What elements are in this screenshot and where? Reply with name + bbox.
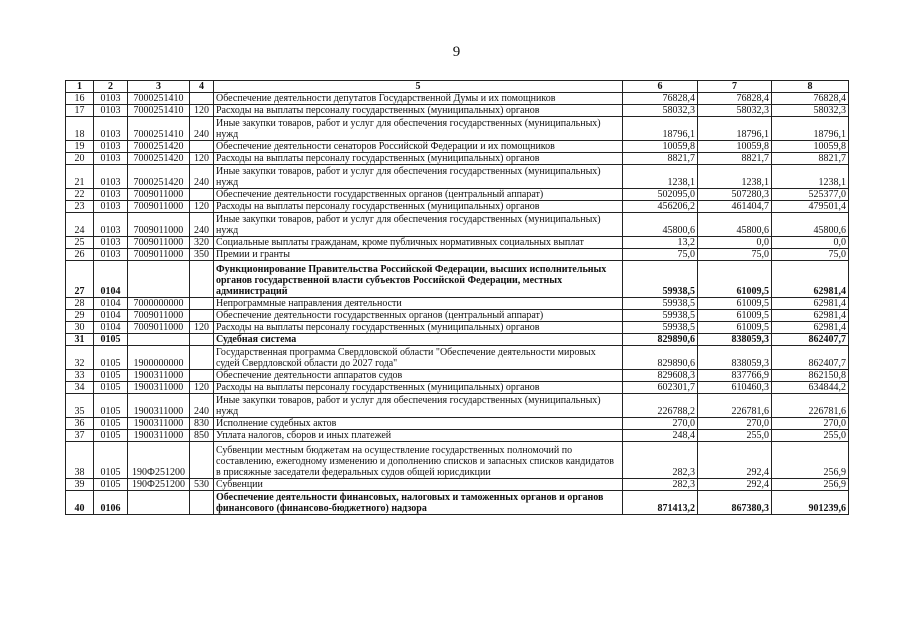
row-number-cell: 40 (66, 491, 94, 515)
row-number-cell: 31 (66, 334, 94, 346)
target-article-cell: 190Ф251200 (128, 442, 190, 479)
amount-col8-cell: 18796,1 (772, 117, 849, 141)
amount-col6-cell: 226788,2 (623, 394, 698, 418)
amount-col7-cell: 270,0 (698, 418, 772, 430)
amount-col7-cell: 255,0 (698, 430, 772, 442)
item-name-cell: Обеспечение деятельности государственных органов (центральный аппарат) (214, 310, 623, 322)
target-article-cell: 7000251420 (128, 165, 190, 189)
item-name-cell: Иные закупки товаров, работ и услуг для обеспечения государственных (муниципальных) нужд (214, 213, 623, 237)
section-code-cell: 0104 (94, 298, 128, 310)
row-number-cell: 26 (66, 249, 94, 261)
expense-type-cell (190, 346, 214, 370)
amount-col8-cell: 256,9 (772, 442, 849, 479)
expense-type-cell: 120 (190, 105, 214, 117)
item-name-cell: Обеспечение деятельности аппаратов судов (214, 370, 623, 382)
table-row (66, 189, 849, 201)
expense-type-cell (190, 298, 214, 310)
table-header (66, 81, 849, 93)
row-number-cell: 28 (66, 298, 94, 310)
section-code-cell: 0103 (94, 165, 128, 189)
section-code-cell: 0103 (94, 237, 128, 249)
amount-col6-cell: 59938,5 (623, 298, 698, 310)
header-col-5: 5 (214, 81, 623, 93)
expense-type-cell: 120 (190, 201, 214, 213)
row-number-cell: 23 (66, 201, 94, 213)
amount-col6-cell: 829890,6 (623, 334, 698, 346)
target-article-cell: 7009011000 (128, 237, 190, 249)
expense-type-cell (190, 93, 214, 105)
row-number-cell: 20 (66, 153, 94, 165)
target-article-cell: 1900311000 (128, 418, 190, 430)
row-number-cell: 30 (66, 322, 94, 334)
amount-col8-cell: 45800,6 (772, 213, 849, 237)
expense-type-cell: 120 (190, 322, 214, 334)
expense-type-cell: 830 (190, 418, 214, 430)
header-col-4: 4 (190, 81, 214, 93)
amount-col6-cell: 270,0 (623, 418, 698, 430)
target-article-cell: 190Ф251200 (128, 479, 190, 491)
row-number-cell: 17 (66, 105, 94, 117)
amount-col6-cell: 282,3 (623, 479, 698, 491)
amount-col8-cell: 75,0 (772, 249, 849, 261)
header-col-2: 2 (94, 81, 128, 93)
row-number-cell: 22 (66, 189, 94, 201)
amount-col8-cell: 634844,2 (772, 382, 849, 394)
table-body (66, 93, 849, 515)
item-name-cell: Расходы на выплаты персоналу государственных (муниципальных) органов (214, 201, 623, 213)
amount-col8-cell: 62981,4 (772, 298, 849, 310)
target-article-cell: 1900311000 (128, 370, 190, 382)
target-article-cell (128, 261, 190, 298)
page-number: 9 (452, 44, 461, 60)
item-name-cell: Уплата налогов, сборов и иных платежей (214, 430, 623, 442)
amount-col6-cell: 1238,1 (623, 165, 698, 189)
expense-type-cell (190, 310, 214, 322)
expense-type-cell: 120 (190, 153, 214, 165)
target-article-cell: 1900311000 (128, 394, 190, 418)
expense-type-cell: 240 (190, 165, 214, 189)
amount-col6-cell: 45800,6 (623, 213, 698, 237)
target-article-cell: 7009011000 (128, 201, 190, 213)
section-code-cell: 0103 (94, 117, 128, 141)
expense-type-cell (190, 141, 214, 153)
item-name-cell: Социальные выплаты гражданам, кроме публичных нормативных социальных выплат (214, 237, 623, 249)
row-number-cell: 39 (66, 479, 94, 491)
table-row (66, 298, 849, 310)
target-article-cell: 7000000000 (128, 298, 190, 310)
section-code-cell: 0103 (94, 105, 128, 117)
amount-col8-cell: 226781,6 (772, 394, 849, 418)
table-row (66, 93, 849, 105)
table-row (66, 261, 849, 298)
target-article-cell: 7009011000 (128, 213, 190, 237)
target-article-cell: 1900311000 (128, 382, 190, 394)
amount-col6-cell: 871413,2 (623, 491, 698, 515)
expense-type-cell (190, 370, 214, 382)
target-article-cell: 7000251410 (128, 117, 190, 141)
amount-col7-cell: 10059,8 (698, 141, 772, 153)
amount-col8-cell: 862407,7 (772, 346, 849, 370)
amount-col8-cell: 62981,4 (772, 261, 849, 298)
amount-col6-cell: 59938,5 (623, 322, 698, 334)
amount-col8-cell: 0,0 (772, 237, 849, 249)
budget-table (65, 80, 849, 515)
amount-col7-cell: 76828,4 (698, 93, 772, 105)
section-code-cell: 0106 (94, 491, 128, 515)
target-article-cell: 1900311000 (128, 430, 190, 442)
section-code-cell: 0103 (94, 189, 128, 201)
row-number-cell: 19 (66, 141, 94, 153)
target-article-cell (128, 491, 190, 515)
table-row (66, 370, 849, 382)
table-row (66, 346, 849, 370)
section-code-cell: 0103 (94, 213, 128, 237)
row-number-cell: 24 (66, 213, 94, 237)
section-code-cell: 0103 (94, 153, 128, 165)
amount-col7-cell: 61009,5 (698, 310, 772, 322)
amount-col7-cell: 61009,5 (698, 322, 772, 334)
amount-col8-cell: 62981,4 (772, 322, 849, 334)
amount-col6-cell: 18796,1 (623, 117, 698, 141)
amount-col8-cell: 58032,3 (772, 105, 849, 117)
amount-col7-cell: 0,0 (698, 237, 772, 249)
amount-col7-cell: 8821,7 (698, 153, 772, 165)
item-name-cell: Государственная программа Свердловской области "Обеспечение деятельности мировых судей Свердловской области до 2027 года" (214, 346, 623, 370)
target-article-cell: 7000251410 (128, 93, 190, 105)
amount-col7-cell: 61009,5 (698, 298, 772, 310)
section-code-cell: 0103 (94, 141, 128, 153)
target-article-cell: 7009011000 (128, 322, 190, 334)
amount-col8-cell: 76828,4 (772, 93, 849, 105)
amount-col6-cell: 829608,3 (623, 370, 698, 382)
amount-col7-cell: 838059,3 (698, 346, 772, 370)
item-name-cell: Судебная система (214, 334, 623, 346)
item-name-cell: Расходы на выплаты персоналу государственных (муниципальных) органов (214, 153, 623, 165)
item-name-cell: Исполнение судебных актов (214, 418, 623, 430)
row-number-cell: 16 (66, 93, 94, 105)
item-name-cell: Иные закупки товаров, работ и услуг для обеспечения государственных (муниципальных) нужд (214, 117, 623, 141)
section-code-cell: 0103 (94, 249, 128, 261)
amount-col6-cell: 456206,2 (623, 201, 698, 213)
section-code-cell: 0104 (94, 322, 128, 334)
header-col-8: 8 (772, 81, 849, 93)
section-code-cell: 0105 (94, 382, 128, 394)
amount-col8-cell: 525377,0 (772, 189, 849, 201)
section-code-cell: 0105 (94, 430, 128, 442)
expense-type-cell (190, 261, 214, 298)
amount-col6-cell: 10059,8 (623, 141, 698, 153)
amount-col6-cell: 59938,5 (623, 261, 698, 298)
table-row (66, 310, 849, 322)
section-code-cell: 0105 (94, 334, 128, 346)
row-number-cell: 34 (66, 382, 94, 394)
amount-col7-cell: 610460,3 (698, 382, 772, 394)
item-name-cell: Обеспечение деятельности финансовых, налоговых и таможенных органов и органов финансового (финансово-бюджетного) надзора (214, 491, 623, 515)
amount-col6-cell: 248,4 (623, 430, 698, 442)
amount-col7-cell: 58032,3 (698, 105, 772, 117)
table-row (66, 394, 849, 418)
amount-col7-cell: 45800,6 (698, 213, 772, 237)
table-row (66, 442, 849, 479)
item-name-cell: Иные закупки товаров, работ и услуг для обеспечения государственных (муниципальных) нужд (214, 394, 623, 418)
amount-col8-cell: 479501,4 (772, 201, 849, 213)
amount-col8-cell: 8821,7 (772, 153, 849, 165)
expense-type-cell (190, 491, 214, 515)
table-row (66, 491, 849, 515)
target-article-cell (128, 334, 190, 346)
amount-col8-cell: 255,0 (772, 430, 849, 442)
target-article-cell: 7000251420 (128, 153, 190, 165)
expense-type-cell: 120 (190, 382, 214, 394)
section-code-cell: 0103 (94, 93, 128, 105)
amount-col6-cell: 282,3 (623, 442, 698, 479)
target-article-cell: 7000251410 (128, 105, 190, 117)
amount-col7-cell: 226781,6 (698, 394, 772, 418)
amount-col7-cell: 292,4 (698, 442, 772, 479)
expense-type-cell (190, 442, 214, 479)
amount-col7-cell: 61009,5 (698, 261, 772, 298)
target-article-cell: 7009011000 (128, 189, 190, 201)
section-code-cell: 0105 (94, 370, 128, 382)
section-code-cell: 0104 (94, 310, 128, 322)
amount-col7-cell: 292,4 (698, 479, 772, 491)
header-col-7: 7 (698, 81, 772, 93)
amount-col7-cell: 507280,3 (698, 189, 772, 201)
amount-col7-cell: 75,0 (698, 249, 772, 261)
amount-col7-cell: 867380,3 (698, 491, 772, 515)
item-name-cell: Непрограммные направления деятельности (214, 298, 623, 310)
amount-col6-cell: 829890,6 (623, 346, 698, 370)
table-row (66, 237, 849, 249)
item-name-cell: Расходы на выплаты персоналу государственных (муниципальных) органов (214, 322, 623, 334)
amount-col7-cell: 18796,1 (698, 117, 772, 141)
amount-col7-cell: 461404,7 (698, 201, 772, 213)
item-name-cell: Субвенции местным бюджетам на осуществление государственных полномочий по составлению, ежегодному изменению и дополнению списков и запасных списков кандидатов в присяжные заседатели федеральных судов общей юрисдикции (214, 442, 623, 479)
expense-type-cell (190, 334, 214, 346)
table-row (66, 117, 849, 141)
table-row (66, 249, 849, 261)
table-row (66, 201, 849, 213)
amount-col8-cell: 862150,8 (772, 370, 849, 382)
amount-col6-cell: 8821,7 (623, 153, 698, 165)
header-col-6: 6 (623, 81, 698, 93)
expense-type-cell: 350 (190, 249, 214, 261)
item-name-cell: Расходы на выплаты персоналу государственных (муниципальных) органов (214, 382, 623, 394)
expense-type-cell: 240 (190, 213, 214, 237)
item-name-cell: Субвенции (214, 479, 623, 491)
table-row (66, 418, 849, 430)
row-number-cell: 32 (66, 346, 94, 370)
amount-col8-cell: 901239,6 (772, 491, 849, 515)
amount-col7-cell: 838059,3 (698, 334, 772, 346)
item-name-cell: Обеспечение деятельности депутатов Государственной Думы и их помощников (214, 93, 623, 105)
target-article-cell: 1900000000 (128, 346, 190, 370)
amount-col8-cell: 1238,1 (772, 165, 849, 189)
section-code-cell: 0104 (94, 261, 128, 298)
section-code-cell: 0105 (94, 346, 128, 370)
section-code-cell: 0105 (94, 442, 128, 479)
amount-col8-cell: 62981,4 (772, 310, 849, 322)
row-number-cell: 29 (66, 310, 94, 322)
section-code-cell: 0103 (94, 201, 128, 213)
amount-col6-cell: 502095,0 (623, 189, 698, 201)
row-number-cell: 25 (66, 237, 94, 249)
item-name-cell: Премии и гранты (214, 249, 623, 261)
expense-type-cell: 320 (190, 237, 214, 249)
expense-type-cell: 240 (190, 117, 214, 141)
target-article-cell: 7009011000 (128, 310, 190, 322)
row-number-cell: 27 (66, 261, 94, 298)
table-row (66, 334, 849, 346)
table-row (66, 141, 849, 153)
amount-col8-cell: 10059,8 (772, 141, 849, 153)
expense-type-cell (190, 189, 214, 201)
amount-col8-cell: 862407,7 (772, 334, 849, 346)
amount-col6-cell: 58032,3 (623, 105, 698, 117)
header-col-1: 1 (66, 81, 94, 93)
amount-col6-cell: 59938,5 (623, 310, 698, 322)
section-code-cell: 0105 (94, 394, 128, 418)
table-row (66, 153, 849, 165)
target-article-cell: 7000251420 (128, 141, 190, 153)
expense-type-cell: 850 (190, 430, 214, 442)
row-number-cell: 35 (66, 394, 94, 418)
amount-col6-cell: 13,2 (623, 237, 698, 249)
section-code-cell: 0105 (94, 418, 128, 430)
row-number-cell: 33 (66, 370, 94, 382)
table-row (66, 479, 849, 491)
table-row (66, 105, 849, 117)
section-code-cell: 0105 (94, 479, 128, 491)
expense-type-cell: 530 (190, 479, 214, 491)
item-name-cell: Обеспечение деятельности государственных органов (центральный аппарат) (214, 189, 623, 201)
row-number-cell: 38 (66, 442, 94, 479)
header-col-3: 3 (128, 81, 190, 93)
amount-col8-cell: 256,9 (772, 479, 849, 491)
amount-col6-cell: 76828,4 (623, 93, 698, 105)
table-row (66, 322, 849, 334)
amount-col7-cell: 837766,9 (698, 370, 772, 382)
item-name-cell: Функционирование Правительства Российской Федерации, высших исполнительных органов государственной власти субъектов Российской Федерации, местных администраций (214, 261, 623, 298)
row-number-cell: 18 (66, 117, 94, 141)
target-article-cell: 7009011000 (128, 249, 190, 261)
row-number-cell: 36 (66, 418, 94, 430)
expense-type-cell: 240 (190, 394, 214, 418)
amount-col8-cell: 270,0 (772, 418, 849, 430)
table-row (66, 165, 849, 189)
amount-col6-cell: 75,0 (623, 249, 698, 261)
row-number-cell: 21 (66, 165, 94, 189)
item-name-cell: Обеспечение деятельности сенаторов Российской Федерации и их помощников (214, 141, 623, 153)
table-row (66, 213, 849, 237)
item-name-cell: Иные закупки товаров, работ и услуг для обеспечения государственных (муниципальных) нужд (214, 165, 623, 189)
table-row (66, 382, 849, 394)
row-number-cell: 37 (66, 430, 94, 442)
amount-col6-cell: 602301,7 (623, 382, 698, 394)
item-name-cell: Расходы на выплаты персоналу государственных (муниципальных) органов (214, 105, 623, 117)
table-row (66, 430, 849, 442)
amount-col7-cell: 1238,1 (698, 165, 772, 189)
